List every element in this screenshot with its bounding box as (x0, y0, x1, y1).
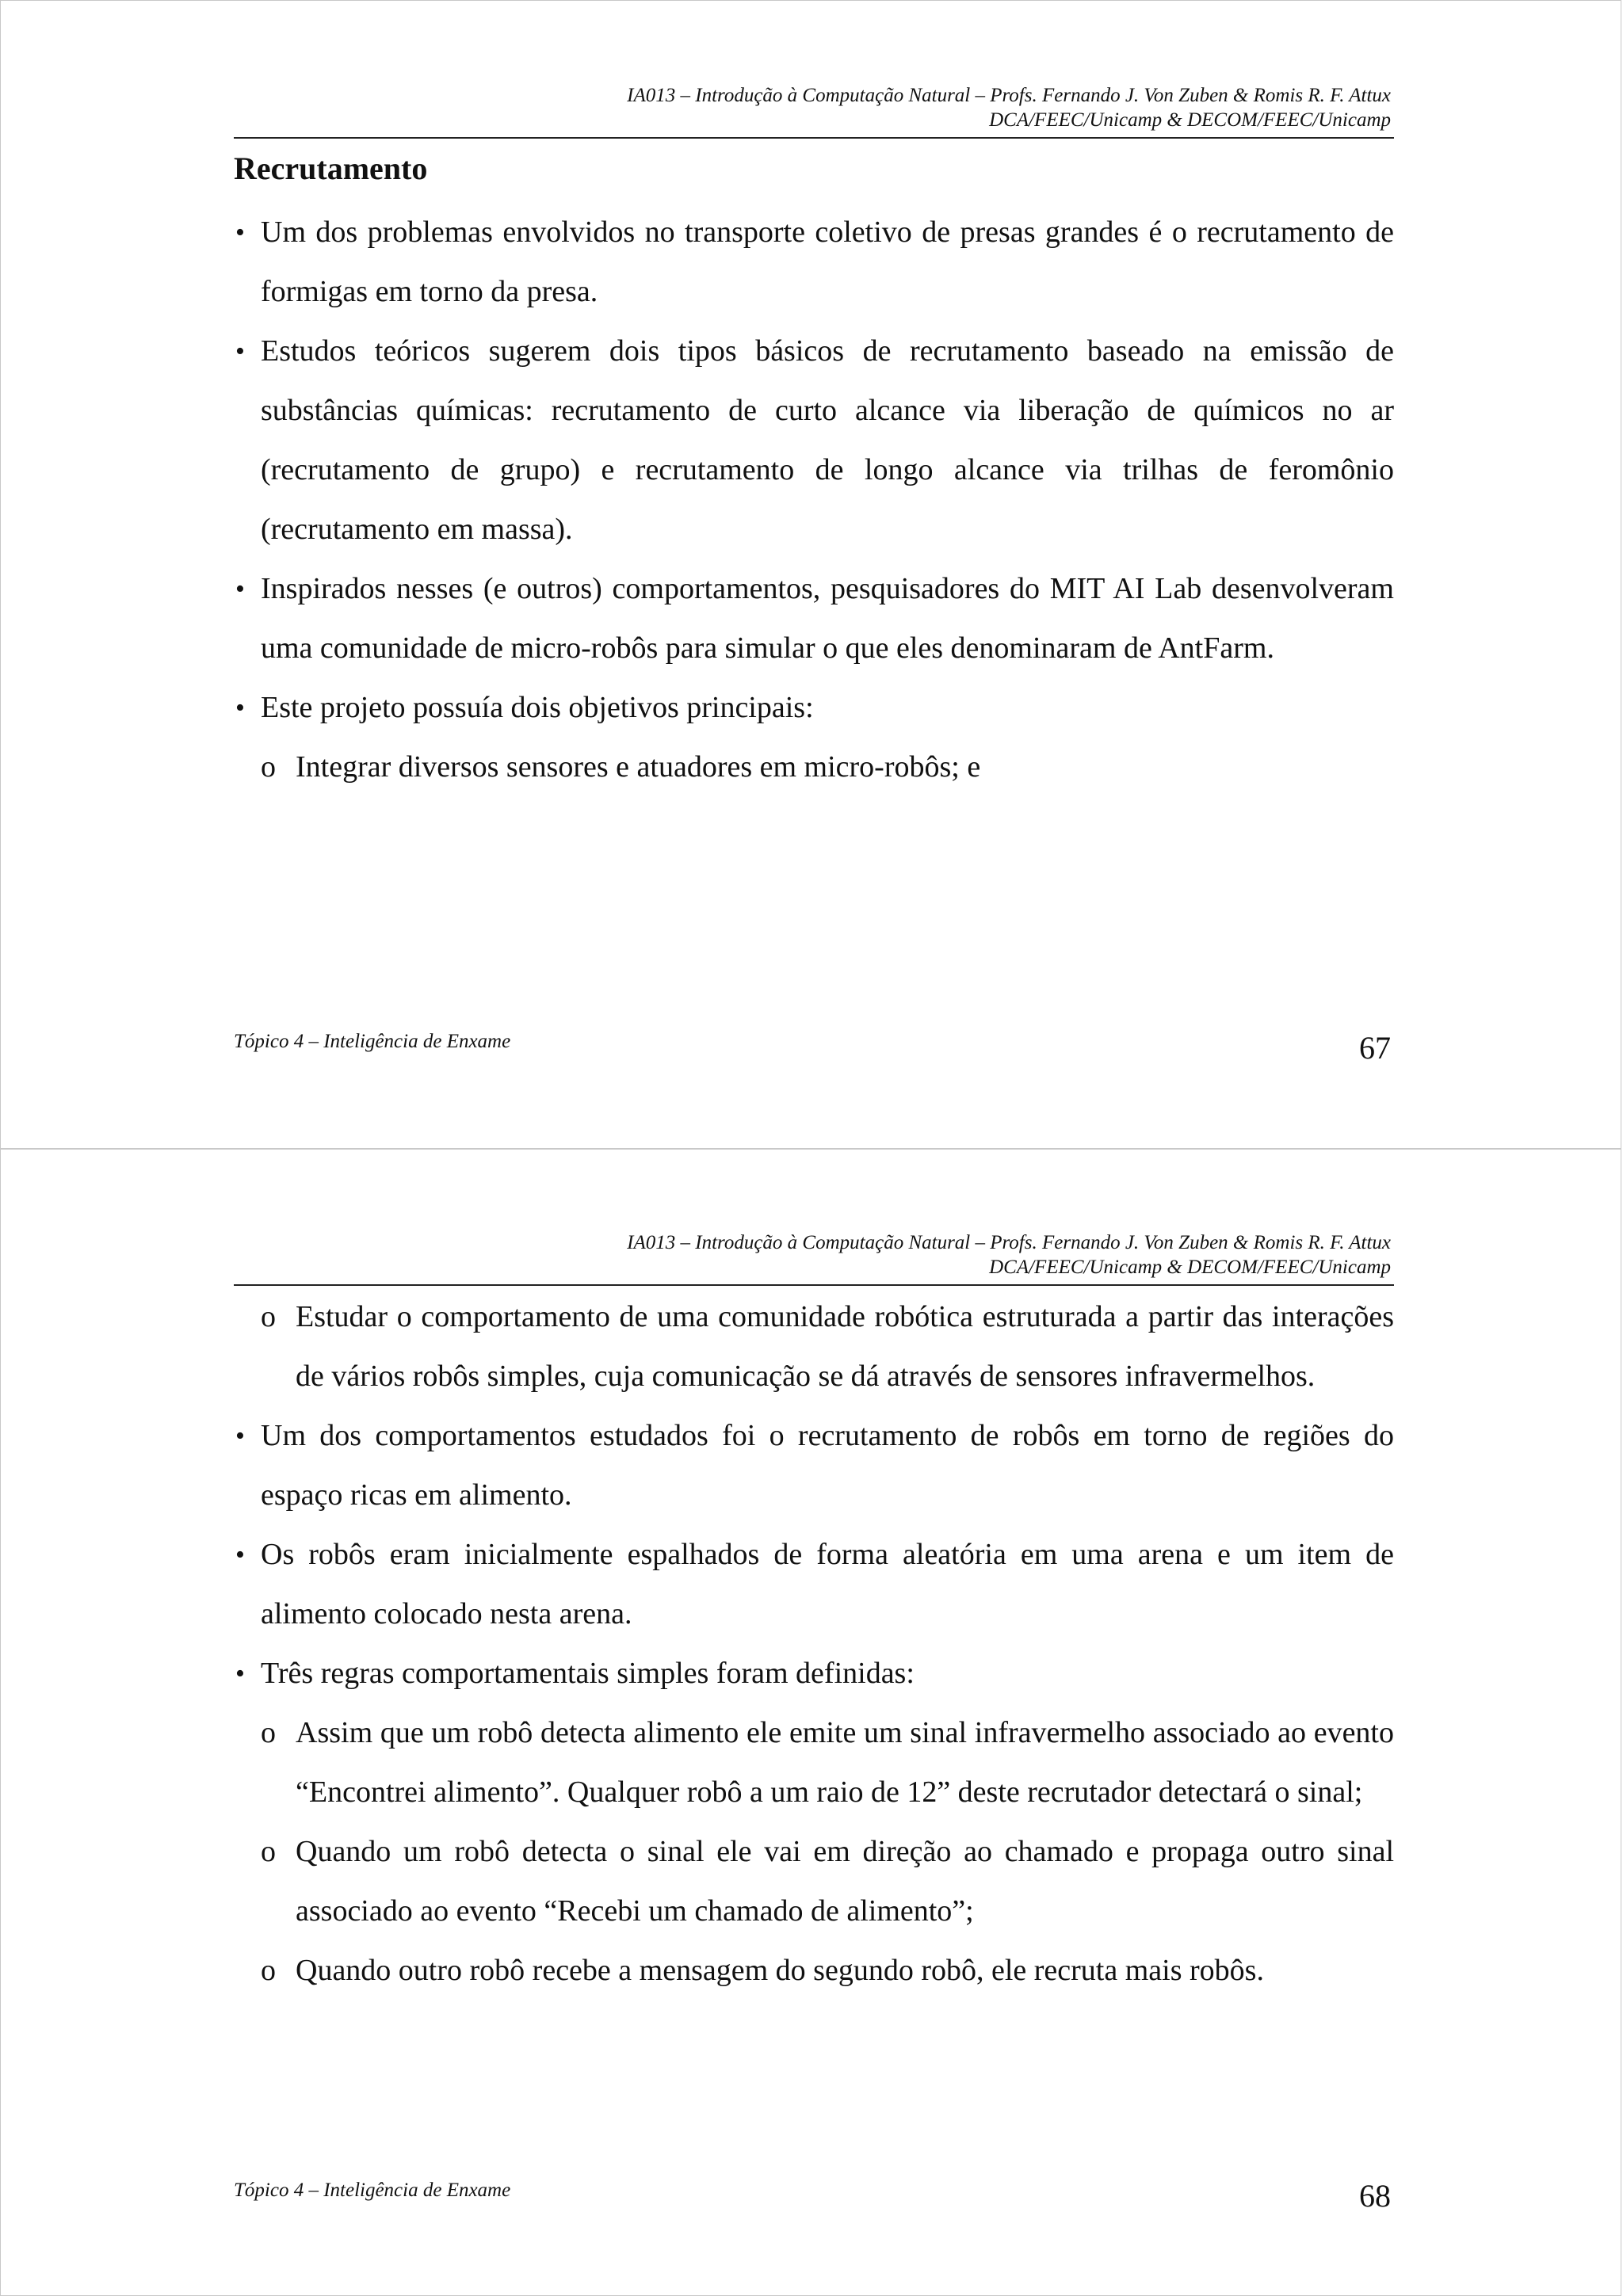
sub-item: o Assim que um robô detecta alimento ele emite um sinal infravermelho associado ao evento “Encontrei alimento”. Qualquer robô a um raio de 12” deste recrutador detectará o sinal; (234, 1703, 1394, 1822)
header-dept-line: DCA/FEEC/Unicamp & DECOM/FEEC/Unicamp (989, 109, 1391, 131)
sub-item: o Quando um robô detecta o sinal ele vai em direção ao chamado e propaga outro sinal associado ao evento “Recebi um chamado de alimento”; (234, 1822, 1394, 1941)
bullet-item: • Este projeto possuía dois objetivos principais: (234, 678, 1394, 738)
sub-item: o Quando outro robô recebe a mensagem do segundo robô, ele recruta mais robôs. (234, 1941, 1394, 2000)
header-course-line: IA013 – Introdução à Computação Natural – Profs. Fernando J. Von Zuben & Romis R. F. Attux (627, 85, 1391, 106)
header-course-line: IA013 – Introdução à Computação Natural – Profs. Fernando J. Von Zuben & Romis R. F. Attux (627, 1232, 1391, 1253)
footer-topic: Tópico 4 – Inteligência de Enxame (234, 1031, 511, 1052)
header-rule (234, 137, 1394, 139)
header-dept-line: DCA/FEEC/Unicamp & DECOM/FEEC/Unicamp (989, 1257, 1391, 1278)
footer-topic: Tópico 4 – Inteligência de Enxame (234, 2180, 511, 2201)
header-rule (234, 1284, 1394, 1286)
slide-67 (0, 0, 1621, 1149)
slide-68 (0, 1149, 1621, 2296)
bullet-item: • Três regras comportamentais simples foram definidas: (234, 1644, 1394, 1703)
sub-item: o Integrar diversos sensores e atuadores em micro-robôs; e (234, 738, 1394, 797)
page-number: 68 (1359, 2178, 1391, 2214)
bullet-item: • Estudos teóricos sugerem dois tipos básicos de recrutamento baseado na emissão de substâncias químicas: recrutamento de curto alcance via liberação de químicos no ar (recrutamento de grupo) e recrutamento de longo alcance via trilhas de feromônio (recrutamento em massa). (234, 322, 1394, 559)
slide-header (627, 1230, 1391, 1280)
sub-item: o Estudar o comportamento de uma comunidade robótica estruturada a partir das interações de vários robôs simples, cuja comunicação se dá através de sensores infravermelhos. (234, 1287, 1394, 1406)
bullet-item: • Inspirados nesses (e outros) comportamentos, pesquisadores do MIT AI Lab desenvolveram uma comunidade de micro-robôs para simular o que eles denominaram de AntFarm. (234, 559, 1394, 678)
slide-header (627, 83, 1391, 132)
bullet-item: • Um dos problemas envolvidos no transporte coletivo de presas grandes é o recrutamento de formigas em torno da presa. (234, 203, 1394, 322)
bullet-item: • Um dos comportamentos estudados foi o recrutamento de robôs em torno de regiões do espaço ricas em alimento. (234, 1406, 1394, 1525)
page-number: 67 (1359, 1030, 1391, 1066)
bullet-item: • Os robôs eram inicialmente espalhados de forma aleatória em uma arena e um item de alimento colocado nesta arena. (234, 1525, 1394, 1644)
slide-content (234, 1287, 1394, 2000)
slide-title: Recrutamento (234, 151, 428, 186)
slide-content (234, 203, 1394, 797)
